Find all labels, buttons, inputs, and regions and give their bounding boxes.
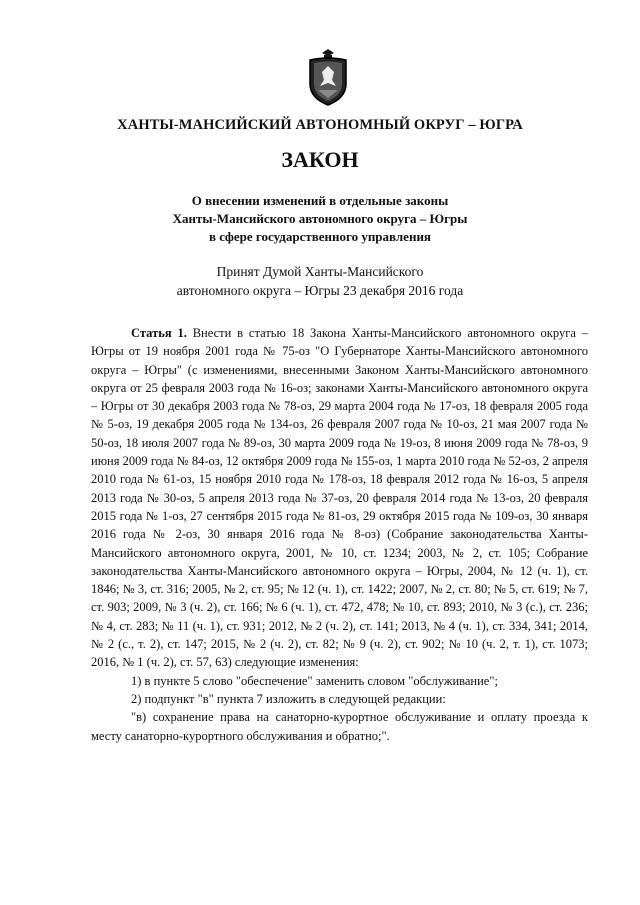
region-title: ХАНТЫ-МАНСИЙСКИЙ АВТОНОМНЫЙ ОКРУГ – ЮГРА — [117, 117, 523, 133]
subject-line: О внесении изменений в отдельные законы — [191, 193, 449, 208]
adoption-note — [0, 262, 640, 300]
law-subject — [0, 192, 640, 246]
article-1 — [91, 324, 588, 745]
adoption-line: автономного округа – Югры 23 декабря 2016 года — [176, 283, 464, 298]
subject-line: в сфере государственного управления — [209, 229, 431, 244]
coat-of-arms-icon — [304, 46, 352, 108]
adoption-line: Принят Думой Ханты-Мансийского — [216, 264, 424, 279]
article-1-paragraph — [91, 324, 588, 672]
article-label: Статья 1. — [131, 326, 187, 340]
subject-line: Ханты-Мансийского автономного округа – Югры — [172, 211, 468, 226]
article-1-text: Внести в статью 18 Закона Ханты-Мансийского автономного округа – Югры от 19 ноября 2001 года № 75-оз "О Губернаторе Ханты-Мансийского автономного округа – Югры" (с изменениями, внесенными Законом Ханты-Мансийского автономного округа от 25 февраля 2003 года № 16-оз; законами Ханты-Мансийского автономного округа – Югры от 30 декабря 2003 года № 78-оз, 29 марта 2004 года № 17-оз, 18 февраля 2005 года № 5-оз, 19 декабря 2005 года № 134-оз, 26 февраля 2007 года № 10-оз, 21 мая 2007 года № 50-оз, 18 июля 2007 года № 89-оз, 30 марта 2009 года № 19-оз, 8 июня 2009 года № 78-оз, 9 июня 2009 года № 84-оз, 12 октября 2009 года № 155-оз, 1 марта 2010 года № 52-оз, 2 апреля 2010 года № 61-оз, 15 ноября 2010 года № 178-оз, 18 февраля 2012 года № 16-оз, 5 апреля 2013 года № 30-оз, 5 апреля 2013 года № 37-оз, 20 февраля 2014 года № 13-оз, 20 февраля 2015 года № 1-оз, 27 сентября 2015 года № 81-оз, 29 октября 2015 года № 109-оз, 30 января 2016 года № 2-оз, 30 января 2016 года № 8-оз) (Собрание законодательства Ханты-Мансийского автономного округа, 2001, № 10, ст. 1234; 2003, № 2, ст. 105; Собрание законодательства Ханты-Мансийского автономного округа – Югры, 2004, № 12 (ч. 1), ст. 1846; № 3, ст. 316; 2005, № 2, ст. 95; № 12 (ч. 1), ст. 1422; 2007, № 2, ст. 80; № 5, ст. 619; № 7, ст. 903; 2009, № 3 (ч. 2), ст. 166; № 6 (ч. 1), ст. 472, 478; № 10, ст. 893; 2010, № 3 (с.), ст. 236; № 4, ст. 283; № 11 (ч. 1), ст. 931; 2012, № 2 (ч. 2), ст. 141; 2013, № 4 (ч. 1), ст. 334, 341; 2014, № 2 (с., т. 2), ст. 147; 2015, № 2 (ч. 2), ст. 82; № 9 (ч. 2), ст. 902; № 10 (ч. 2, т. 1), ст. 1073; 2016, № 1 (ч. 2), ст. 57, 63) следующие изменения: — [91, 326, 589, 670]
article-1-item: "в) сохранение права на санаторно-курортное обслуживание и оплату проезда к месту санаторно-курортного обслуживания и обратно;". — [91, 710, 588, 743]
article-1-item: 1) в пункте 5 слово "обеспечение" заменить словом "обслуживание"; — [131, 673, 498, 688]
document-type-title: ЗАКОН — [281, 147, 359, 172]
article-1-item: 2) подпункт "в" пункта 7 изложить в следующей редакции: — [131, 691, 446, 706]
